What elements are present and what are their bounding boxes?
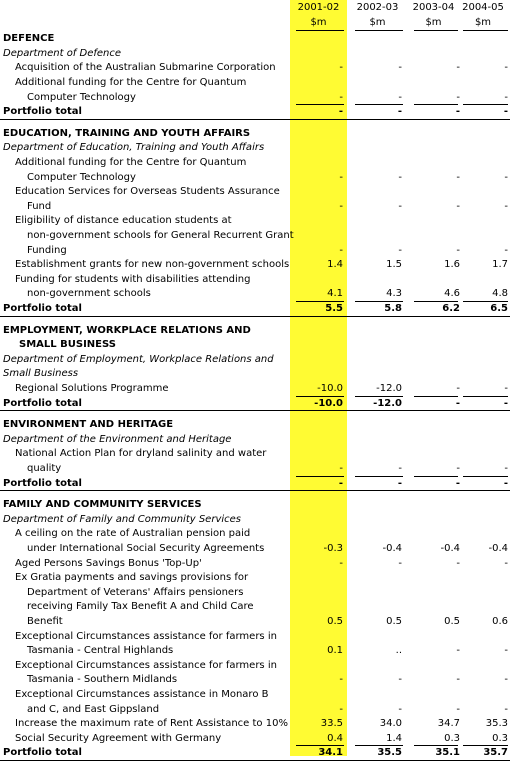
measure-value: 33.5: [320, 718, 343, 730]
portfolio-heading: [0, 418, 510, 433]
measure-value: -: [504, 91, 508, 103]
department-heading: [0, 513, 510, 528]
table-row: [0, 462, 510, 477]
column-header-year: 2001-02: [297, 2, 340, 13]
measure-value: -: [504, 383, 508, 394]
measure-description: Department of Veterans' Affairs pensioners: [27, 586, 244, 598]
measure-value: -: [456, 557, 460, 569]
portfolio-total-label: Portfolio total: [3, 397, 82, 409]
measure-value: -12.0: [376, 383, 402, 394]
measure-description: receiving Family Tax Benefit A and Child Care: [27, 601, 254, 613]
measure-value: -10.0: [317, 383, 343, 394]
table-row: [0, 171, 510, 186]
measure-value: -: [398, 171, 402, 183]
portfolio-total-value: -: [397, 477, 402, 489]
measure-value: -: [339, 557, 343, 569]
table-row: [0, 258, 510, 273]
measure-description: Fund: [27, 200, 52, 212]
subtotal-rule: [414, 30, 458, 31]
measure-value: 0.6: [492, 616, 508, 627]
measure-value: -: [456, 463, 460, 474]
measure-value: -: [504, 645, 508, 657]
portfolio-heading: [0, 498, 510, 513]
table-row: [0, 586, 510, 601]
portfolio-total-value: -: [338, 477, 343, 489]
measure-value: -: [456, 674, 460, 686]
department-name: Department of Education, Training and Youth Affairs: [3, 142, 265, 154]
measure-description: Additional funding for the Centre for Quantum: [15, 77, 247, 88]
department-name: Department of the Environment and Heritage: [3, 433, 232, 445]
measure-value: -: [398, 200, 402, 212]
measure-value: -: [339, 703, 343, 715]
portfolio-total-value: 6.5: [490, 303, 508, 314]
measure-description: Aged Persons Savings Bonus 'Top-Up': [15, 557, 202, 569]
department-heading: [0, 47, 510, 62]
measure-description: Funding for students with disabilities attending: [15, 273, 251, 285]
column-header-year: 2002-03: [356, 2, 399, 13]
measure-value: -: [504, 62, 508, 74]
portfolio-total-value: 35.7: [483, 747, 508, 759]
measure-value: -: [504, 171, 508, 183]
portfolio-total-value: -12.0: [373, 397, 402, 409]
portfolio-heading: [0, 127, 510, 142]
table-row: [0, 76, 510, 91]
portfolio-total-row: [0, 397, 510, 412]
measure-description: Establishment grants for new non-government schools: [15, 259, 290, 271]
measure-value: -0.4: [488, 543, 508, 554]
measure-description: Exceptional Circumstances assistance in Monaro B: [15, 689, 269, 700]
portfolio-heading: [0, 324, 510, 339]
portfolio-total-row: [0, 746, 510, 761]
column-header-year: 2004-05: [462, 2, 504, 13]
measure-value: -: [398, 674, 402, 686]
measure-value: 0.3: [492, 732, 508, 744]
table-row: [0, 557, 510, 572]
measure-description: Eligibility of distance education students at: [15, 215, 232, 227]
measure-value: 34.7: [437, 718, 460, 730]
table-row: [0, 61, 510, 76]
measure-value: -: [504, 557, 508, 569]
measure-description: quality: [27, 463, 62, 474]
subtotal-rule: [296, 30, 344, 31]
measure-value: -: [456, 383, 460, 394]
measure-value: -: [456, 171, 460, 183]
measure-value: ..: [395, 645, 402, 657]
measure-description: Social Security Agreement with Germany: [15, 732, 222, 744]
measure-description: Benefit: [27, 616, 63, 627]
table-row: [0, 673, 510, 688]
measure-value: -: [456, 200, 460, 212]
portfolio-total-value: -: [455, 397, 460, 409]
measure-value: 0.4: [327, 732, 343, 744]
column-header-unit: $m: [474, 16, 492, 28]
portfolio-heading: [0, 338, 510, 353]
measure-value: 0.5: [444, 616, 460, 627]
measure-value: -0.4: [440, 543, 460, 554]
measure-value: 0.3: [444, 732, 460, 744]
measure-value: 35.3: [485, 718, 508, 730]
measure-description: non-government schools: [27, 288, 151, 300]
table-row: [0, 214, 510, 229]
measure-value: 0.5: [386, 616, 402, 627]
portfolio-total-value: -: [455, 106, 460, 118]
measure-value: 1.4: [386, 732, 402, 744]
portfolio-heading-text: DEFENCE: [3, 33, 55, 45]
column-header-row: [0, 1, 510, 16]
department-name: Department of Employment, Workplace Relations and: [3, 353, 274, 365]
portfolio-total-label: Portfolio total: [3, 106, 82, 118]
measure-description: Computer Technology: [27, 171, 136, 183]
portfolio-heading-text: FAMILY AND COMMUNITY SERVICES: [3, 499, 202, 511]
measure-value: -: [504, 703, 508, 715]
measure-description: Exceptional Circumstances assistance for farmers in: [15, 630, 277, 642]
measure-value: -0.4: [382, 543, 402, 554]
measure-value: -: [504, 674, 508, 686]
table-row: [0, 600, 510, 615]
table-row: [0, 571, 510, 586]
measure-value: -: [339, 171, 343, 183]
portfolio-total-value: -: [503, 397, 508, 409]
measure-value: 4.1: [327, 288, 343, 300]
department-name: Department of Defence: [3, 47, 122, 59]
measure-value: -: [398, 463, 402, 474]
measure-description: Increase the maximum rate of Rent Assistance to 10%: [15, 718, 288, 730]
measure-value: -: [504, 200, 508, 212]
table-row: [0, 200, 510, 215]
measure-description: National Action Plan for dryland salinity and water: [15, 448, 267, 460]
measure-value: 1.7: [492, 259, 508, 271]
portfolio-total-label: Portfolio total: [3, 477, 82, 489]
portfolio-total-row: [0, 477, 510, 492]
portfolio-total-value: 5.8: [384, 303, 402, 314]
portfolio-total-value: 35.1: [435, 747, 460, 759]
table-row: [0, 156, 510, 171]
measure-value: -: [339, 91, 343, 103]
measure-value: 34.0: [379, 718, 402, 730]
portfolio-total-value: -: [397, 106, 402, 118]
measure-value: -: [398, 62, 402, 74]
department-name: Small Business: [3, 368, 79, 380]
column-header-unit: $m: [425, 16, 442, 28]
measure-value: -: [398, 703, 402, 715]
department-heading: [0, 353, 510, 368]
measure-description: non-government schools for General Recurrent Grant: [27, 230, 294, 241]
subtotal-rule: [355, 30, 403, 31]
table-row: [0, 542, 510, 557]
measure-description: Computer Technology: [27, 91, 136, 103]
measure-value: -: [339, 62, 343, 74]
portfolio-total-label: Portfolio total: [3, 303, 82, 314]
measure-description: Ex Gratia payments and savings provisions for: [15, 572, 249, 584]
measure-description: A ceiling on the rate of Australian pension paid: [15, 528, 251, 540]
table-row: [0, 717, 510, 732]
measure-value: -: [339, 463, 343, 474]
measure-value: -: [504, 244, 508, 256]
portfolio-total-value: -10.0: [314, 397, 343, 409]
measure-value: -: [398, 91, 402, 103]
measure-value: 4.3: [386, 288, 402, 300]
measure-description: Funding: [27, 244, 67, 256]
table-row: [0, 688, 510, 703]
measure-description: Regional Solutions Programme: [15, 383, 169, 394]
portfolio-total-value: 35.5: [377, 747, 402, 759]
table-row: [0, 732, 510, 747]
table-row: [0, 630, 510, 645]
portfolio-total-value: -: [455, 477, 460, 489]
measure-value: -: [504, 463, 508, 474]
measure-description: Tasmania - Central Highlands: [27, 645, 174, 657]
portfolio-total-value: -: [503, 477, 508, 489]
measure-value: -: [339, 200, 343, 212]
department-heading: [0, 433, 510, 448]
portfolio-heading-text: ENVIRONMENT AND HERITAGE: [3, 419, 174, 431]
measure-value: 1.4: [327, 259, 343, 271]
portfolio-heading-text: EDUCATION, TRAINING AND YOUTH AFFAIRS: [3, 127, 251, 139]
subtotal-rule: [0, 119, 510, 120]
subtotal-rule: [463, 30, 508, 31]
table-row: [0, 447, 510, 462]
portfolio-total-value: 34.1: [318, 747, 343, 759]
measure-description: Acquisition of the Australian Submarine Corporation: [15, 62, 276, 74]
portfolio-total-value: 6.2: [442, 303, 460, 314]
measure-value: -: [398, 557, 402, 569]
measure-description: Exceptional Circumstances assistance for farmers in: [15, 659, 277, 671]
table-row: [0, 615, 510, 630]
measure-value: 0.5: [327, 616, 343, 627]
portfolio-total-value: -: [338, 106, 343, 118]
portfolio-total-row: [0, 302, 510, 317]
measure-value: 0.1: [327, 645, 343, 657]
portfolio-total-value: 5.5: [325, 303, 343, 314]
column-header-unit: $m: [310, 16, 327, 28]
measure-description: and C, and East Gippsland: [27, 703, 160, 715]
measure-value: -: [339, 674, 343, 686]
measure-value: -: [456, 62, 460, 74]
column-header-year: 2003-04: [412, 2, 455, 13]
measure-value: -: [339, 244, 343, 256]
table-row: [0, 659, 510, 674]
measure-value: -: [398, 244, 402, 256]
measure-value: -: [456, 91, 460, 103]
measure-value: -: [456, 645, 460, 657]
measure-value: 4.6: [444, 288, 460, 300]
measure-value: 1.5: [386, 259, 402, 271]
table-row: [0, 703, 510, 718]
table-row: [0, 244, 510, 259]
unit-header-row: [0, 16, 510, 31]
department-heading: [0, 367, 510, 382]
table-row: [0, 273, 510, 288]
table-row: [0, 229, 510, 244]
column-header-unit: $m: [369, 16, 386, 28]
measure-description: Education Services for Overseas Students Assurance: [15, 186, 280, 198]
table-row: [0, 287, 510, 302]
portfolio-heading: [0, 32, 510, 47]
portfolio-total-label: Portfolio total: [3, 747, 82, 759]
measure-description: under International Social Security Agreements: [27, 543, 265, 554]
portfolio-total-row: [0, 105, 510, 120]
measure-description: Tasmania - Southern Midlands: [27, 674, 178, 686]
table-row: [0, 91, 510, 106]
subtotal-rule: [0, 316, 510, 317]
table-row: [0, 527, 510, 542]
department-heading: [0, 141, 510, 156]
portfolio-heading-text: EMPLOYMENT, WORKPLACE RELATIONS AND: [3, 324, 251, 336]
measure-description: Additional funding for the Centre for Quantum: [15, 157, 247, 168]
measure-value: 1.6: [444, 259, 460, 271]
measure-value: -: [456, 244, 460, 256]
portfolio-total-value: -: [503, 106, 508, 118]
subtotal-rule: [0, 410, 510, 411]
table-row: [0, 644, 510, 659]
department-name: Department of Family and Community Services: [3, 513, 241, 525]
portfolio-heading-text: SMALL BUSINESS: [19, 339, 116, 351]
measure-value: 4.8: [492, 288, 508, 300]
subtotal-rule: [0, 490, 510, 491]
measure-value: -: [456, 703, 460, 715]
measure-value: -0.3: [323, 543, 343, 554]
table-row: [0, 382, 510, 397]
table-row: [0, 185, 510, 200]
